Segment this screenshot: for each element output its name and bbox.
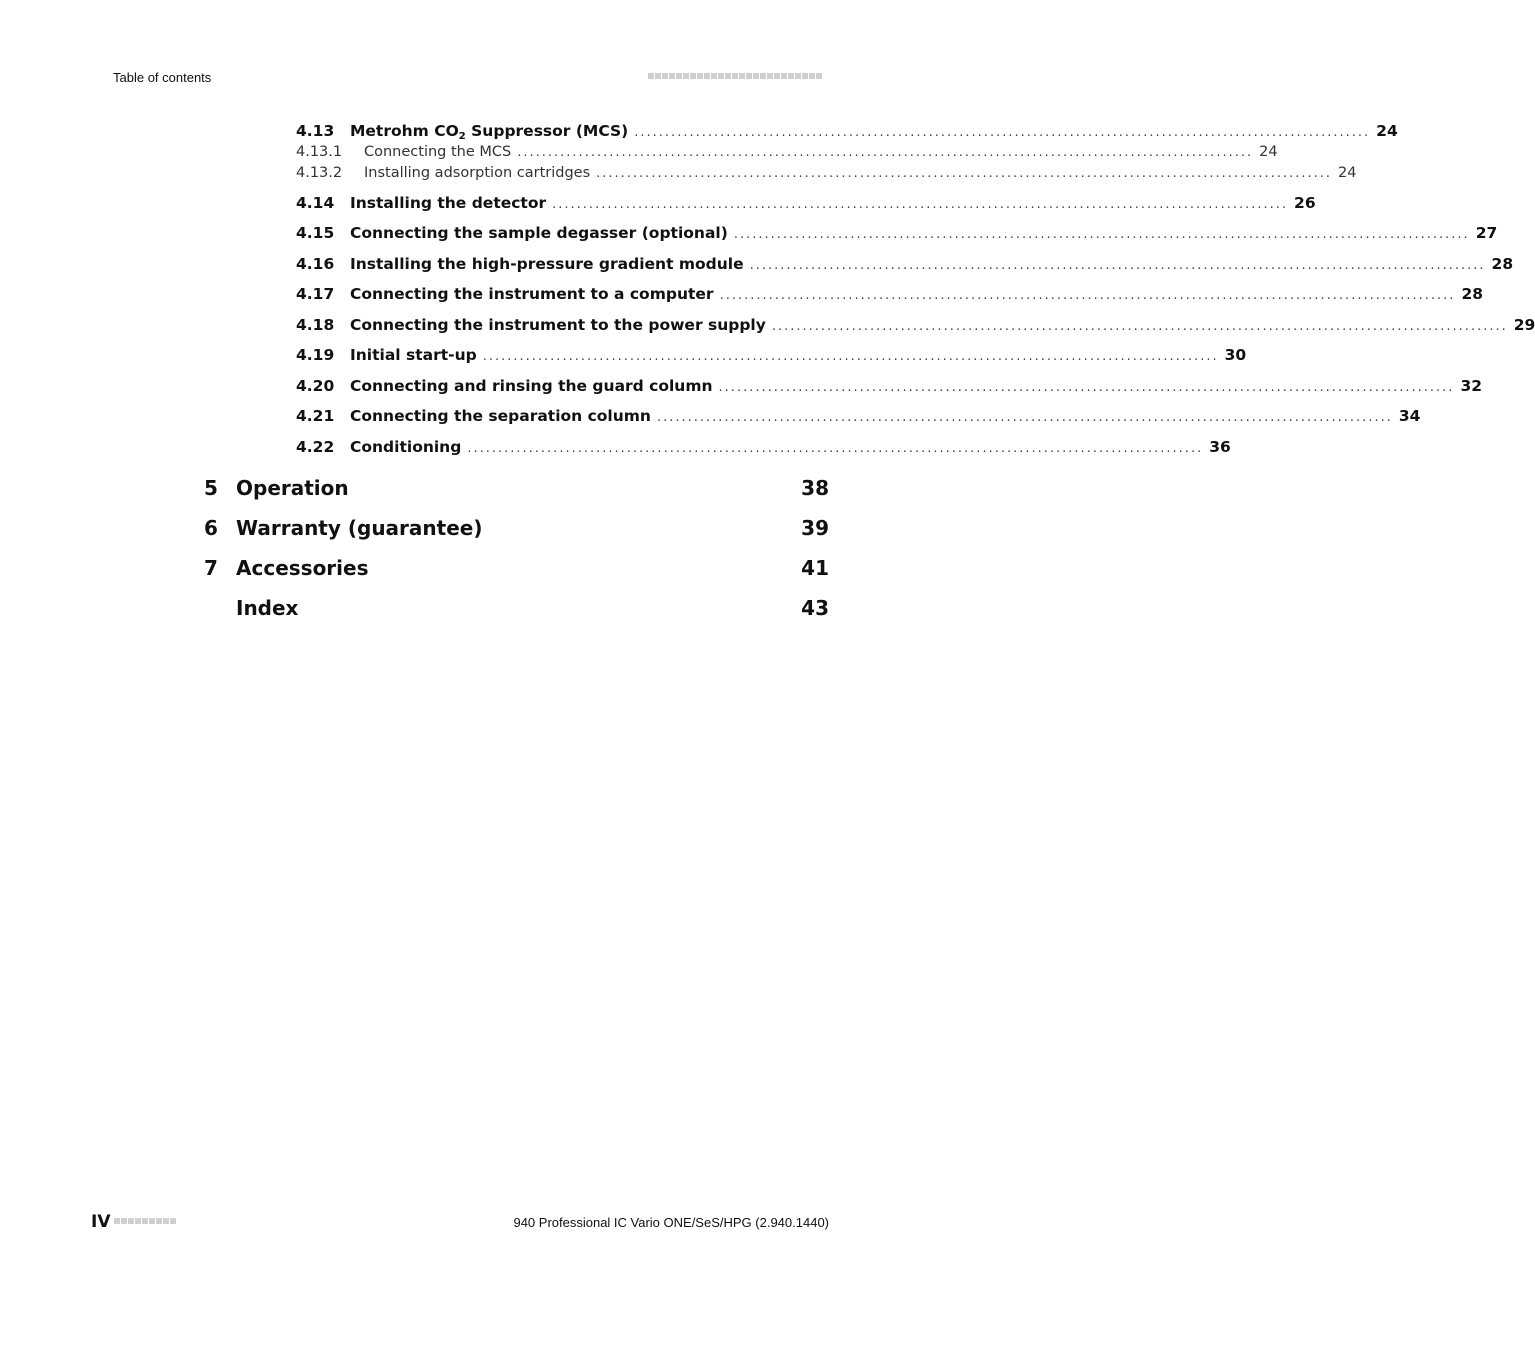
toc-entry-page: 30 [1224,346,1247,364]
toc-entry-page: 24 [1376,122,1398,140]
header-decoration [648,73,822,79]
toc-entry-page: 28 [1461,285,1484,303]
chapter-title: Operation [236,476,349,500]
toc-entry-4-15[interactable] [296,224,1498,242]
toc-entry-number: 4.15 [296,224,335,242]
toc-entry-title: Conditioning [350,438,462,456]
toc-entry-page: 26 [1294,194,1316,212]
toc-chapter-index[interactable] [204,596,829,620]
toc-entry-4-19[interactable] [296,346,1247,364]
toc-entry-title: Metrohm $CO_2$ Suppressor (MCS) [350,122,629,142]
toc-entry-page: 36 [1209,438,1231,456]
leader-dots: ........................................................................................................................ [719,288,1456,303]
toc-entry-number: 4.14 [296,194,335,212]
toc-entry-page: 28 [1491,255,1514,273]
toc-entry-4-22[interactable] [296,438,1231,456]
toc-entry-title: Installing the high-pressure gradient module [350,255,744,273]
leader-dots: ........................................................................................................................ [718,380,1455,395]
toc-entry-page: 24 [1259,144,1278,160]
toc-entry-title: Connecting the instrument to the power supply [350,316,766,334]
footer-product-name: 940 Professional IC Vario ONE/SeS/HPG (2.940.1440) [513,1215,829,1230]
toc-entry-4-13-2[interactable] [296,165,1357,181]
leader-dots: ........................................................................................................................ [517,145,1254,160]
toc-entry-number: 4.13.2 [296,165,343,181]
toc-entry-4-13[interactable] [296,122,1398,142]
toc-entry-title: Connecting the sample degasser (optional) [350,224,728,242]
toc-entry-title: Connecting the instrument to a computer [350,285,714,303]
leader-dots: ........................................................................................................................ [771,319,1508,334]
leader-dots: ........................................................................................................................ [467,441,1204,456]
toc-entry-title: Installing adsorption cartridges [364,165,591,181]
toc-chapter-6[interactable] [204,516,829,540]
toc-chapter-7[interactable] [204,556,829,580]
chapter-page: 43 [801,596,829,620]
toc-entry-number: 4.18 [296,316,335,334]
toc-entry-number: 4.17 [296,285,335,303]
toc-entry-number: 4.20 [296,377,335,395]
toc-entry-title: Connecting the separation column [350,407,651,425]
footer-page-number: IV [91,1212,111,1232]
toc-entry-number: 4.21 [296,407,335,425]
toc-entry-4-18[interactable] [296,316,1535,334]
chapter-title: Index [236,596,299,620]
chapter-page: 41 [801,556,829,580]
leader-dots: ........................................................................................................................ [552,197,1289,212]
toc-entry-page: 34 [1398,407,1421,425]
toc-entry-4-20[interactable] [296,377,1483,395]
toc-entry-number: 4.13.1 [296,144,343,160]
chapter-title: Accessories [236,556,369,580]
chapter-page: 38 [801,476,829,500]
leader-dots: ........................................................................................................................ [749,258,1486,273]
chapter-number: 6 [204,516,218,540]
toc-entry-title: Connecting and rinsing the guard column [350,377,713,395]
toc-entry-4-16[interactable] [296,255,1514,273]
toc-entry-page: 27 [1475,224,1498,242]
toc-entry-4-14[interactable] [296,194,1316,212]
toc-entry-4-13-1[interactable] [296,144,1278,160]
toc-entry-page: 29 [1513,316,1535,334]
toc-chapter-5[interactable] [204,476,829,500]
leader-dots: ........................................................................................................................ [482,349,1219,364]
leader-dots: ........................................................................................................................ [596,166,1333,181]
running-header-title: Table of contents [113,70,212,85]
footer-decoration [114,1218,176,1224]
leader-dots: ........................................................................................................................ [634,125,1371,140]
toc-entry-title: Initial start-up [350,346,477,364]
toc-entry-page: 32 [1460,377,1483,395]
leader-dots: ........................................................................................................................ [733,227,1470,242]
toc-entry-page: 24 [1338,165,1357,181]
toc-entry-title: Connecting the MCS [364,144,512,160]
toc-entry-4-21[interactable] [296,407,1421,425]
toc-entry-number: 4.13 [296,122,335,140]
toc-entry-4-17[interactable] [296,285,1484,303]
chapter-title: Warranty (guarantee) [236,516,483,540]
chapter-number: 7 [204,556,218,580]
leader-dots: ........................................................................................................................ [656,410,1393,425]
toc-entry-title: Installing the detector [350,194,547,212]
toc-entry-number: 4.16 [296,255,335,273]
chapter-page: 39 [801,516,829,540]
chapter-number: 5 [204,476,218,500]
toc-entry-number: 4.22 [296,438,335,456]
toc-entry-number: 4.19 [296,346,335,364]
